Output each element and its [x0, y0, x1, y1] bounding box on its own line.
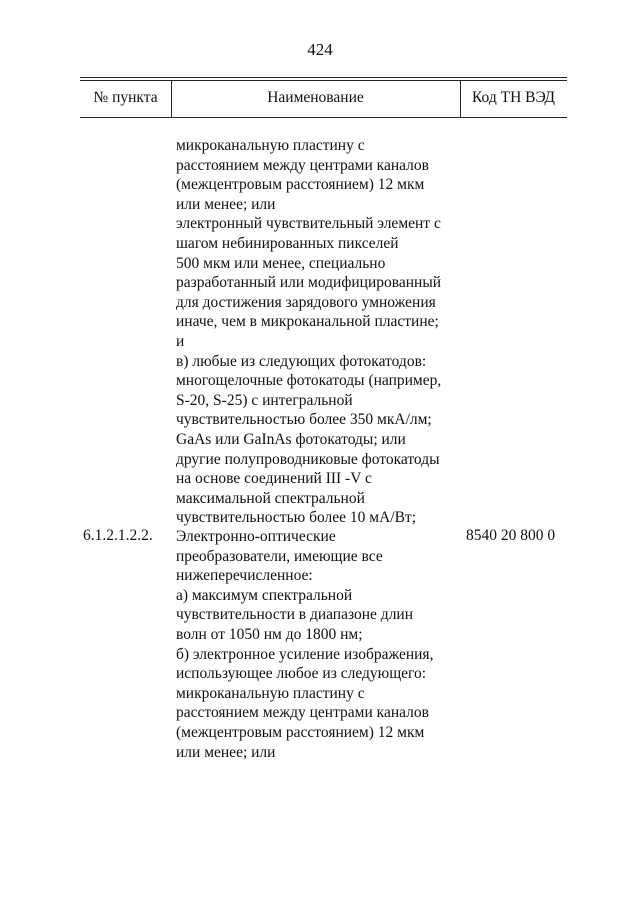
text-line: а) максимум спектральной [176, 586, 353, 604]
text-line: использующее любое из следующего: [176, 665, 427, 683]
column-header-code: Код ТН ВЭД [471, 89, 555, 106]
text-line: нижеперечисленное: [176, 567, 313, 585]
text-line: волн от 1050 нм до 1800 нм; [176, 625, 363, 643]
text-line: б) электронное усиление изображения, [176, 645, 434, 663]
text-line: микроканальную пластину с [176, 137, 365, 154]
text-line: и [176, 332, 185, 350]
column-header-name: Наименование [267, 89, 364, 106]
text-line: расстоянием между центрами каналов [176, 704, 429, 722]
text-line: иначе, чем в микроканальной пластине; [176, 313, 439, 331]
text-line: в) любые из следующих фотокатодов: [176, 352, 427, 370]
text-line: чувствительностью более 350 мкА/лм; [176, 411, 432, 429]
text-line: чувствительности в диапазоне длин [176, 606, 414, 624]
text-line: другие полупроводниковые фотокатоды [176, 450, 440, 468]
text-line: 500 мкм или менее, специально [176, 254, 386, 272]
text-line: расстоянием между центрами каналов [176, 156, 429, 174]
text-line: Электронно-оптические [176, 528, 336, 545]
text-line: максимальной спектральной [176, 489, 365, 507]
text-line: преобразователи, имеющие все [176, 547, 383, 565]
text-line: разработанный или модифицированный [176, 274, 442, 292]
continuation-text [176, 136, 458, 528]
text-line: или менее; или [176, 195, 276, 213]
text-line: или менее; или [176, 743, 276, 761]
item-description [176, 527, 458, 762]
text-line: (межцентровым расстоянием) 12 мкм [176, 723, 425, 741]
column-header-number: № пункта [93, 89, 158, 106]
text-line: шагом небинированных пикселей [176, 234, 399, 252]
text-line: чувствительностью более 10 мА/Вт; [176, 509, 417, 527]
text-line: для достижения зарядового умножения [176, 293, 436, 311]
header-top-rule-inner [80, 80, 567, 81]
page-number: 424 [307, 40, 333, 59]
text-line: на основе соединений III -V с [176, 470, 372, 488]
text-line: многощелочные фотокатоды (например, [176, 372, 442, 390]
text-line: (межцентровым расстоянием) 12 мкм [176, 176, 425, 194]
item-code: 8540 20 800 0 [466, 527, 556, 544]
text-line: S-20, S-25) с интегральной [176, 391, 353, 409]
text-line: GaAs или GaInAs фотокатоды; или [176, 430, 406, 448]
item-number: 6.1.2.1.2.2. [83, 527, 153, 544]
header-bottom-rule [80, 117, 567, 118]
text-line: микроканальную пластину с [176, 684, 365, 702]
text-line: электронный чувствительный элемент с [176, 215, 441, 233]
header-top-rule [80, 77, 567, 78]
